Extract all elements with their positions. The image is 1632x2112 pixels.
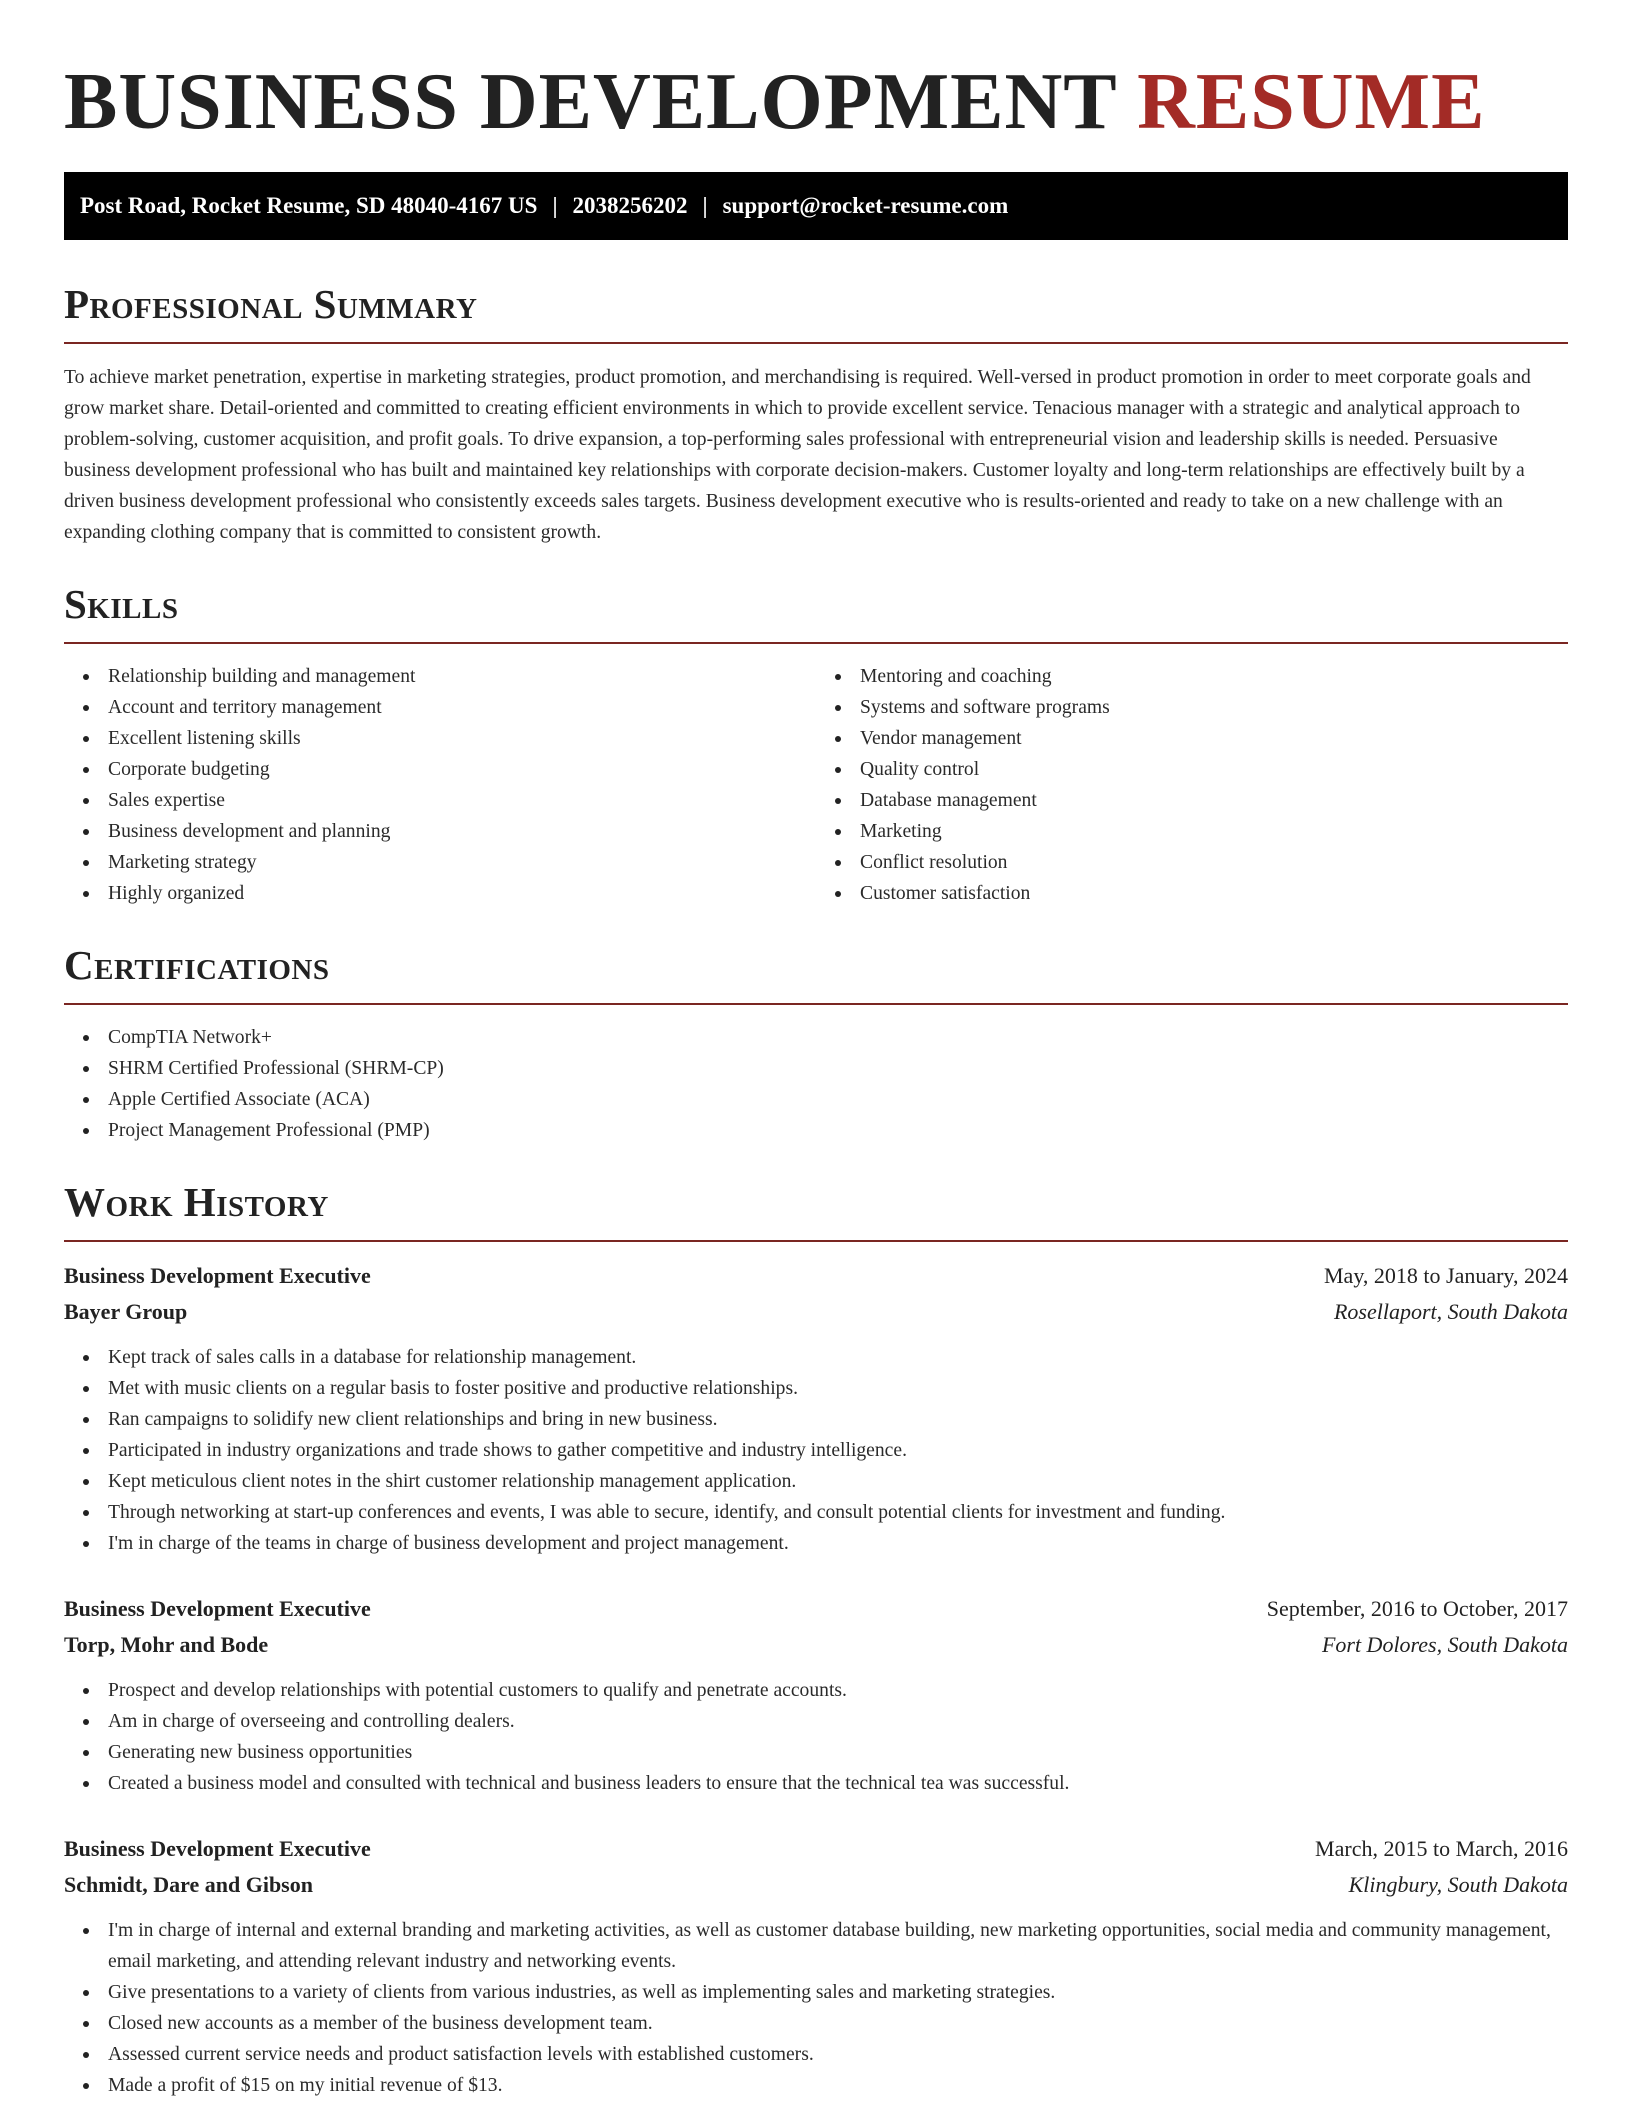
skill-item: Business development and planning (64, 816, 816, 847)
job-duty-item: I'm in charge of the teams in charge of business development and project management. (64, 1528, 1568, 1559)
job-title: Business Development Executive (64, 1263, 371, 1288)
job-header-row (64, 1258, 1568, 1294)
job-duties-list (64, 1915, 1568, 2101)
job-duty-item: Am in charge of overseeing and controlling dealers. (64, 1706, 1568, 1737)
job-location: Rosellaport, South Dakota (1333, 1299, 1568, 1324)
contact-separator: | (702, 193, 708, 218)
job-duty-item: Assessed current service needs and product satisfaction levels with established customers. (64, 2039, 1568, 2070)
job-dates: March, 2015 to March, 2016 (1315, 1836, 1568, 1861)
skill-item: Sales expertise (64, 785, 816, 816)
job-duties-list (64, 1342, 1568, 1559)
job-title: Business Development Executive (64, 1836, 371, 1861)
skill-item: Database management (816, 785, 1568, 816)
job-duty-item: Closed new accounts as a member of the business development team. (64, 2008, 1568, 2039)
job-duty-item: Give presentations to a variety of clients from various industries, as well as implementing sales and marketing strategies. (64, 1977, 1568, 2008)
summary-section (64, 278, 1568, 548)
contact-address: Post Road, Rocket Resume, SD 48040-4167 US (80, 193, 538, 218)
job-header-row (64, 1591, 1568, 1627)
skills-heading: Skills (64, 581, 179, 627)
job-duty-item: Generating new business opportunities (64, 1737, 1568, 1768)
skill-item: Marketing strategy (64, 847, 816, 878)
job-entry (64, 1258, 1568, 1559)
certifications-list (64, 1022, 1568, 1146)
job-subheader-row (64, 1627, 1568, 1663)
job-duty-item: Kept track of sales calls in a database for relationship management. (64, 1342, 1568, 1373)
job-duty-item: Made a profit of $15 on my initial revenue of $13. (64, 2070, 1568, 2101)
certification-item: SHRM Certified Professional (SHRM-CP) (64, 1053, 1568, 1084)
job-entry (64, 1831, 1568, 2101)
resume-title (64, 52, 1568, 152)
job-duty-item: I'm in charge of internal and external branding and marketing activities, as well as customer database building, new marketing opportunities, social media and community management, email marketing, and attending relevant industry and networking events. (64, 1915, 1568, 1977)
work-history-section (64, 1176, 1568, 2101)
certifications-section (64, 939, 1568, 1146)
work-history-heading: Work History (64, 1179, 329, 1225)
job-duty-item: Prospect and develop relationships with potential customers to qualify and penetrate accounts. (64, 1675, 1568, 1706)
job-company: Torp, Mohr and Bode (64, 1632, 269, 1657)
section-divider (64, 1003, 1568, 1005)
resume-title-accent: RESUME (1137, 58, 1486, 146)
job-duty-item: Kept meticulous client notes in the shirt customer relationship management application. (64, 1466, 1568, 1497)
job-duty-item: Participated in industry organizations and trade shows to gather competitive and industry intelligence. (64, 1435, 1568, 1466)
certification-item: CompTIA Network+ (64, 1022, 1568, 1053)
section-divider (64, 642, 1568, 644)
certifications-heading: Certifications (64, 942, 330, 988)
contact-bar (64, 172, 1568, 240)
job-company: Schmidt, Dare and Gibson (64, 1872, 313, 1897)
section-divider (64, 1240, 1568, 1242)
skill-item: Corporate budgeting (64, 754, 816, 785)
job-duty-item: Through networking at start-up conferences and events, I was able to secure, identify, and consult potential clients for investment and funding. (64, 1497, 1568, 1528)
skill-item: Marketing (816, 816, 1568, 847)
job-duties-list (64, 1675, 1568, 1799)
job-subheader-row (64, 1867, 1568, 1903)
job-duty-item: Ran campaigns to solidify new client relationships and bring in new business. (64, 1404, 1568, 1435)
resume-title-main: BUSINESS DEVELOPMENT (64, 58, 1117, 146)
skill-item: Highly organized (64, 878, 816, 909)
job-entry (64, 1591, 1568, 1799)
certification-item: Apple Certified Associate (ACA) (64, 1084, 1568, 1115)
skills-list-right (816, 661, 1568, 909)
job-location: Klingbury, South Dakota (1348, 1872, 1568, 1897)
skill-item: Customer satisfaction (816, 878, 1568, 909)
job-subheader-row (64, 1294, 1568, 1330)
skill-item: Mentoring and coaching (816, 661, 1568, 692)
job-location: Fort Dolores, South Dakota (1321, 1632, 1568, 1657)
job-duty-item: Created a business model and consulted with technical and business leaders to ensure that the technical tea was successful. (64, 1768, 1568, 1799)
skill-item: Systems and software programs (816, 692, 1568, 723)
contact-email[interactable]: support@rocket-resume.com (722, 193, 1009, 218)
contact-separator: | (552, 193, 558, 218)
job-header-row (64, 1831, 1568, 1867)
skill-item: Vendor management (816, 723, 1568, 754)
job-dates: September, 2016 to October, 2017 (1266, 1596, 1568, 1621)
skill-item: Excellent listening skills (64, 723, 816, 754)
skill-item: Quality control (816, 754, 1568, 785)
job-company: Bayer Group (64, 1299, 188, 1324)
skills-section (64, 578, 1568, 909)
job-duty-item: Met with music clients on a regular basis to foster positive and productive relationships. (64, 1373, 1568, 1404)
section-divider (64, 342, 1568, 344)
summary-text: To achieve market penetration, expertise in marketing strategies, product promotion, and merchandising is required. Well-versed in product promotion in order to meet corporate goals and grow market share. Detail-oriented and committed to creating efficient environments in which to provide excellent service. Tenacious manager with a strategic and analytical approach to problem-solving, customer acquisition, and profit goals. To drive expansion, a top-performing sales professional with entrepreneurial vision and leadership skills is needed. Persuasive business development professional who has built and maintained key relationships with corporate decision-makers. Customer loyalty and long-term relationships are effectively built by a driven business development professional who consistently exceeds sales targets. Business development executive who is results-oriented and ready to take on a new challenge with an expanding clothing company that is committed to consistent growth. (64, 367, 1531, 543)
skill-item: Conflict resolution (816, 847, 1568, 878)
certification-item: Project Management Professional (PMP) (64, 1115, 1568, 1146)
skill-item: Relationship building and management (64, 661, 816, 692)
contact-phone: 2038256202 (572, 193, 688, 218)
skill-item: Account and territory management (64, 692, 816, 723)
skills-grid (64, 661, 1568, 909)
skills-list-left (64, 661, 816, 909)
summary-heading: Professional Summary (64, 281, 478, 327)
job-title: Business Development Executive (64, 1596, 371, 1621)
job-dates: May, 2018 to January, 2024 (1324, 1263, 1568, 1288)
